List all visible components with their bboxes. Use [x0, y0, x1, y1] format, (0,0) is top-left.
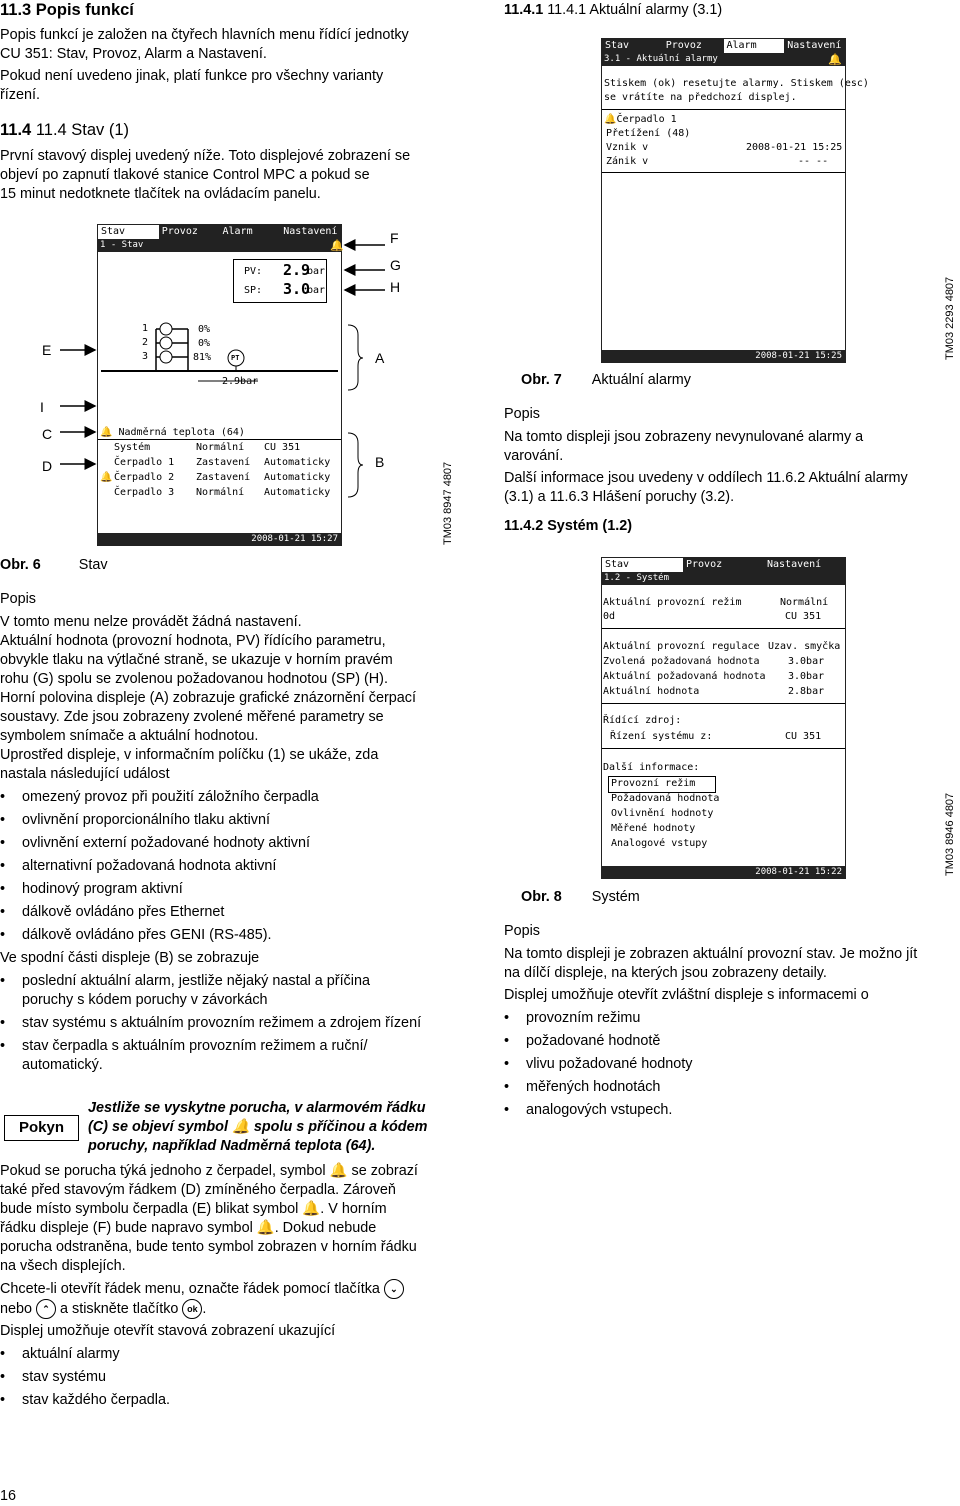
- alarm-bell-icon: 🔔: [330, 239, 344, 252]
- alarm-end-value: -- --: [798, 156, 829, 167]
- menu-bar: [602, 39, 845, 53]
- pt-label: PT: [231, 354, 240, 362]
- list-item: • hodinový program aktivní: [0, 880, 470, 899]
- display-subtitle: 1.2 - Systém: [602, 572, 845, 585]
- system-screens-list: [504, 1009, 960, 1120]
- list-item: • měřených hodnotách: [504, 1078, 960, 1097]
- alarm-bell-icon: 🔔: [256, 1220, 275, 1236]
- alarm-start-value: 2008-01-21 15:25: [746, 142, 843, 153]
- menu-bar: [602, 558, 845, 572]
- alarm-entry-pump[interactable]: 🔔Čerpadlo 1: [604, 114, 677, 125]
- intro-paragraph: Popis funkcí je založen na čtyřech hlavních menu řídící jednotky CU 351: Stav, Provoz, Alarm a Nastavení. Pokud není uvedeno jinak, platí funkce pro všechny varianty řízení.: [0, 27, 409, 103]
- alarms-display-figure: [601, 38, 869, 363]
- status-row-pump-2[interactable]: Čerpadlo 2: [114, 472, 175, 483]
- callout-E: E: [42, 342, 52, 358]
- list-item: • poslední aktuální alarm, jestliže nějaký nastal a příčina poruchy s kódem poruchy v závorkách: [0, 972, 470, 1010]
- callout-G: G: [390, 257, 401, 273]
- list-item: • ovlivnění proporcionálního tlaku aktivní: [0, 811, 470, 830]
- section-heading-11-4-1: 11.4.1 11.4.1 Aktuální alarmy (3.1): [504, 2, 723, 18]
- alarm-bell-icon: 🔔: [231, 1119, 250, 1135]
- alarm-hint-2: se vrátíte na předchozí displej.: [604, 92, 797, 103]
- status-row-pump-3[interactable]: Čerpadlo 3: [114, 487, 175, 498]
- pump-number-2: 2: [142, 337, 149, 348]
- display-subtitle: 3.1 - Aktuální alarmy: [602, 53, 845, 66]
- list-item: • omezený provoz při použití záložního čerpadla: [0, 788, 470, 807]
- menu-item-provozni-rezim[interactable]: Provozní režim: [611, 778, 696, 789]
- list-item: • alternativní požadovaná hodnota aktivní: [0, 857, 470, 876]
- callout-F: F: [390, 230, 399, 246]
- menu-tab-nastaveni[interactable]: Nastavení: [787, 40, 842, 51]
- figure-code: TM03 8946 4807: [944, 792, 956, 876]
- alarm-hint-1: Stiskem (ok) resetujte alarmy. Stiskem (esc): [604, 78, 869, 89]
- display-datetime: 2008-01-21 15:25: [602, 350, 845, 362]
- event-list: [0, 788, 470, 945]
- status-row-system[interactable]: Systém: [114, 442, 151, 453]
- menu-tab-alarm[interactable]: Alarm: [724, 39, 785, 53]
- alarm-start-label: Vznik v: [606, 142, 649, 153]
- list-item: • stav čerpadla s aktuálním provozním režimem a ruční/ automatický.: [0, 1037, 470, 1075]
- menu-tab-nastaveni[interactable]: Nastavení: [283, 226, 338, 237]
- section-heading-11-4-2: 11.4.2 Systém (1.2): [504, 518, 632, 534]
- stav-intro: První stavový displej uvedený níže. Toto displejové zobrazení se objeví po zapnutí tlakové stanice Control MPC a pokud se 15 minut nedotknete tlačítek na ovládacím panelu.: [0, 148, 411, 202]
- pump-alarm-icon: 🔔: [100, 472, 113, 483]
- right-body-text-2: Popis Na tomto displeji je zobrazen aktuální provozní stav. Je možno jít na dílčí displeje, na kterých jsou zobrazeny detaily. Displej umožňuje otevřít zvláštní displeje s informacemi o • provozním režimu • požadované hodnotě • vlivu požadované hodnoty • měřených hodnotách • analogových vstupech.: [504, 922, 960, 1120]
- down-button-icon: ⌄: [384, 1279, 404, 1299]
- list-item: • ovlivnění externí požadované hodnoty aktivní: [0, 834, 470, 853]
- callout-arrows: [60, 225, 390, 505]
- list-item: • požadované hodnotě: [504, 1032, 960, 1051]
- section-heading-11-4: 11.4 11.4 Stav (1): [0, 121, 130, 139]
- menu-tab-nastaveni[interactable]: Nastavení: [767, 559, 822, 570]
- alarm-bell-icon: 🔔: [828, 53, 842, 66]
- callout-H: H: [390, 279, 401, 295]
- list-item: • vlivu požadované hodnoty: [504, 1055, 960, 1074]
- list-item: • stav systému: [0, 1368, 470, 1387]
- pump-2-speed: 0%: [198, 338, 211, 349]
- ok-button-icon: ok: [182, 1299, 202, 1319]
- status-display-figure: Stav Provoz Alarm Nastavení 1 - Stav 🔔 PV: 2.9 bar SP: 3.0 bar 1 2 3 0% 0% 81% PT 2.9bar 🔔 Nadměrná teplota (64) Systém Normální CU 351 Čerpadlo 1 Zastavení Automaticky 🔔 Čerpadlo 2 Zastavení Automaticky Čerpadlo 3 Normální Automaticky 2008-01-21 15:27: [97, 224, 342, 546]
- menu-item-merene-hodnoty[interactable]: Měřené hodnoty: [611, 823, 696, 834]
- menu-tab-provoz[interactable]: Provoz: [161, 226, 198, 237]
- list-item: • stav systému s aktuálním provozním režimem a zdrojem řízení: [0, 1014, 470, 1033]
- figure-code: TM03 8947 4807: [442, 461, 454, 545]
- alarm-bell-icon: 🔔: [302, 1201, 321, 1217]
- pump-1-speed: 0%: [198, 324, 211, 335]
- callout-B: B: [375, 454, 385, 470]
- list-item: • stav každého čerpadla.: [0, 1391, 470, 1410]
- up-button-icon: ⌃: [36, 1299, 56, 1319]
- figure-6-caption: Obr. 6 Stav: [0, 557, 108, 573]
- alarm-line[interactable]: 🔔 Nadměrná teplota (64): [100, 427, 245, 438]
- menu-item-analogove-vstupy[interactable]: Analogové vstupy: [611, 838, 708, 849]
- figure-code: TM03 2293 4807: [944, 276, 956, 360]
- figure-8-caption: Obr. 8 Systém: [521, 889, 640, 905]
- pv-label: PV:: [244, 266, 263, 277]
- pv-unit: bar: [307, 266, 326, 277]
- callout-A: A: [375, 350, 385, 366]
- menu-tab-provoz[interactable]: Provoz: [686, 559, 723, 570]
- system-display-figure: Stav Provoz Nastavení 1.2 - Systém Aktuální provozní režim Normální 0d CU 351 Aktuální provozní regulace Uzav. smyčka Zvolená požadovaná hodnota 3.0bar Aktuální požadovaná hodnota 3.0bar Aktuální hodnota 2.8bar Řídící zdroj: Řízení systému z: CU 351 Další informace: Provozní režim Požadovaná hodnota Ovlivnění hodnoty Měřené hodnoty Analogové vstupy 2008-01-21 15:22: [601, 557, 846, 879]
- right-body-text-1: Popis Na tomto displeji jsou zobrazeny nevynulované alarmy a varování. Další informace jsou uvedeny v oddílech 11.6.2 Aktuální alarmy (3.1) a 11.6.3 Hlášení poruchy (3.2).: [504, 406, 908, 505]
- display-datetime: 2008-01-21 15:22: [602, 866, 845, 878]
- list-item: • analogových vstupech.: [504, 1101, 960, 1120]
- pump-3-speed: 81%: [193, 352, 212, 363]
- menu-item-ovlivneni-hodnoty[interactable]: Ovlivnění hodnoty: [611, 808, 714, 819]
- alarm-entry-cause: Přetížení (48): [606, 128, 691, 139]
- alarm-end-label: Zánik v: [606, 156, 649, 167]
- sp-value: 3.0: [283, 280, 311, 298]
- menu-tab-alarm[interactable]: Alarm: [222, 226, 253, 237]
- list-item: • dálkově ovládáno přes Ethernet: [0, 903, 470, 922]
- display-datetime: 2008-01-21 15:27: [98, 533, 341, 545]
- callout-C: C: [42, 426, 53, 442]
- bottom-display-list: [0, 972, 470, 1075]
- pv-value: 2.9: [283, 261, 311, 279]
- menu-item-pozadovana-hodnota[interactable]: Požadovaná hodnota: [611, 793, 720, 804]
- note-text: Jestliže se vyskytne porucha, v alarmovém řádku (C) se objeví symbol 🔔 spolu s příčinou a kódem poruchy, například Nadměrná teplota (64).: [88, 1100, 428, 1154]
- page-number: 16: [0, 1488, 17, 1504]
- menu-tab-provoz[interactable]: Provoz: [665, 40, 702, 51]
- note-label: Pokyn: [4, 1115, 79, 1141]
- status-screens-list: [0, 1345, 470, 1410]
- alarm-bell-icon: 🔔: [329, 1163, 348, 1179]
- pump-number-1: 1: [142, 323, 149, 334]
- list-item: • aktuální alarmy: [0, 1345, 470, 1364]
- list-item: • dálkově ovládáno přes GENI (RS-485).: [0, 926, 470, 945]
- menu-tab-stav[interactable]: Stav: [602, 558, 683, 572]
- left-body-text-2: Pokud se porucha týká jednoho z čerpadel, symbol 🔔 se zobrazí také před stavovým řádkem (D) zmíněného čerpadla. Zároveň bude místo symbolu čerpadla (E) blikat symbol 🔔. V horním řádku displeje (F) bude napravo symbol 🔔. Dokud nebude porucha odstraněna, bude tento symbol zobrazen v horním řádku na všech displejích. Chcete-li otevřít řádek menu, označte řádek pomocí tlačítka ⌄ nebo ⌃ a stiskněte tlačítko ok . Displej umožňuje otevřít stavová zobrazení ukazující • aktuální alarmy • stav systému • stav každého čerpadla.: [0, 1162, 470, 1410]
- display-subtitle: 1 - Stav: [98, 239, 341, 252]
- pump-number-3: 3: [142, 351, 149, 362]
- pipe-pressure-value: 2.9bar: [222, 376, 259, 387]
- sp-unit: bar: [307, 285, 326, 296]
- list-item: • provozním režimu: [504, 1009, 960, 1028]
- section-heading-11-3: 11.3 Popis funkcí: [0, 1, 134, 19]
- sp-label: SP:: [244, 285, 263, 296]
- status-row-pump-1[interactable]: Čerpadlo 1: [114, 457, 175, 468]
- callout-D: D: [42, 458, 53, 474]
- menu-tab-stav[interactable]: Stav: [98, 225, 159, 239]
- left-body-text: Popis V tomto menu nelze provádět žádná nastavení. Aktuální hodnota (provozní hodnota, PV) řídícího parametru, obvykle tlaku na výtlačné straně, se ukazuje v horním pravém rohu (G) spolu se zvolenou požadovanou hodnotou (SP) (H). Horní polovina displeje (A) zobrazuje grafické znázornění čerpací soustavy. Zde jsou zobrazeny zvolené měřené parametry se symbolem snímače a aktuální hodnotou. Uprostřed displeje, v informačním políčku (1) se ukáže, zda nastala následující událost • omezený provoz při použití záložního čerpadla • ovlivnění proporcionálního tlaku aktivní • ovlivnění externí požadované hodnoty aktivní • alternativní požadovaná hodnota aktivní • hodinový program aktivní • dálkově ovládáno přes Ethernet • dálkově ovládáno přes GENI (RS-485). Ve spodní části displeje (B) se zobrazuje • poslední aktuální alarm, jestliže nějaký nastal a příčina poruchy s kódem poruchy v závorkách • stav systému s aktuálním provozním režimem a zdrojem řízení • stav čerpadla s aktuálním provozním režimem a ruční/ automatický.: [0, 590, 470, 1075]
- menu-tab-stav[interactable]: Stav: [605, 40, 630, 51]
- callout-I: I: [40, 399, 44, 415]
- figure-7-caption: Obr. 7 Aktuální alarmy: [521, 372, 691, 388]
